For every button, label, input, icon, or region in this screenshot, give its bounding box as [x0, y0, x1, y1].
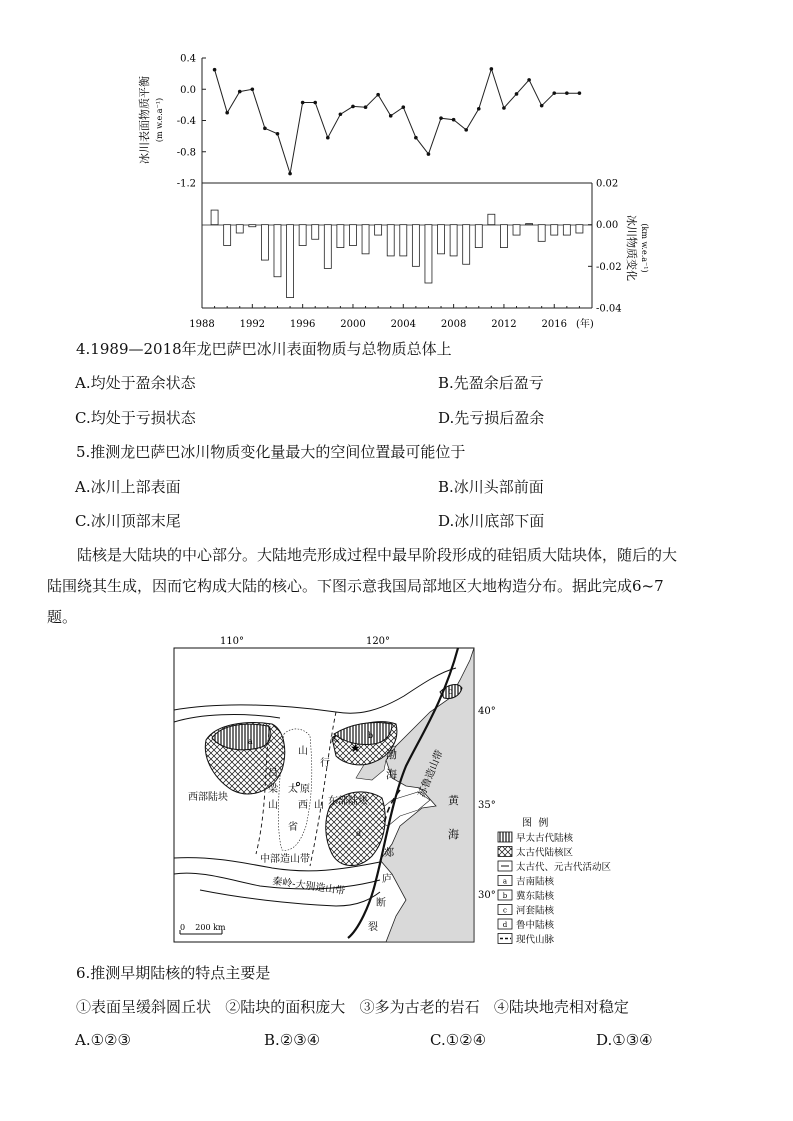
x-tick-label: 2016	[541, 319, 567, 330]
core-letter-c: c	[448, 687, 453, 696]
top-ytick-label: 0.4	[180, 53, 196, 65]
mass-balance-point	[339, 112, 343, 116]
mass-change-bar	[438, 225, 445, 254]
glacier-mass-chart	[0, 0, 793, 340]
lat-35: 35°	[478, 800, 496, 811]
bottom-ytick-label: -0.04	[596, 303, 622, 315]
mass-balance-point	[464, 128, 468, 132]
lat-40: 40°	[478, 706, 496, 717]
q6-option-a: A.①②③	[75, 1031, 131, 1049]
mass-change-bar	[324, 225, 331, 269]
x-tick-label: 1992	[239, 319, 266, 330]
q6-option-d: D.①③④	[596, 1031, 653, 1049]
mass-change-bar	[412, 225, 419, 267]
mass-change-bar	[312, 225, 319, 240]
mass-change-bar	[337, 225, 344, 248]
x-tick-label: 1996	[289, 319, 316, 330]
mass-balance-line	[215, 69, 580, 174]
mass-change-bar	[576, 225, 583, 233]
mass-change-bar	[236, 225, 243, 233]
mass-change-bar	[261, 225, 268, 260]
mass-balance-point	[515, 92, 519, 96]
label-yellow-sea: 海	[448, 828, 459, 841]
label-shanxi2: 西	[298, 800, 308, 811]
mass-change-bar	[349, 225, 356, 246]
intro-line-1: 陆核是大陆块的中心部分。大陆地壳形成过程中最早阶段形成的硅铝质大陆块体，随后的大	[77, 546, 678, 564]
q4-stem: 4.1989—2018年龙巴萨巴冰川表面物质与总物质总体上	[76, 340, 452, 358]
label-taiyuan2: 原	[300, 784, 310, 795]
mass-change-bar	[400, 225, 407, 256]
label-taihang1: 太	[330, 734, 340, 745]
q6-option-c: C.①②④	[430, 1031, 487, 1049]
q5-option-d: D.冰川底部下面	[438, 512, 545, 530]
legend-label: 早太古代陆核	[516, 833, 574, 844]
top-yunit: (m w.e.a⁻¹)	[155, 97, 164, 143]
mass-balance-point	[552, 91, 556, 95]
legend-label: 河套陆核	[516, 905, 555, 917]
top-ytick-label: 0.0	[180, 84, 196, 96]
legend-swatch-letter: d	[502, 921, 508, 929]
tectonic-map	[160, 630, 640, 950]
legend-label: 吉南陆核	[516, 876, 555, 888]
label-lu1: 吕	[268, 768, 278, 779]
mass-change-bar	[551, 225, 558, 235]
legend-swatch-letter: a	[502, 877, 508, 886]
q4-option-d: D.先亏损后盈余	[438, 409, 545, 427]
q5-option-c: C.冰川顶部末尾	[75, 512, 181, 530]
bottom-y-ticks	[588, 179, 622, 315]
x-tick-label: 1988	[189, 319, 215, 330]
core-letter-a: a	[248, 737, 253, 746]
mass-balance-point	[389, 114, 393, 118]
scale-label: 0 200 km	[180, 923, 226, 932]
legend-title: 图 例	[522, 818, 549, 829]
map-legend	[498, 832, 612, 946]
lon-110: 110°	[219, 636, 245, 647]
mass-balance-point	[301, 101, 305, 105]
top-ytick-label: -0.8	[176, 147, 196, 159]
legend-label: 鲁中陆核	[516, 920, 555, 931]
label-bohai-sea: 海	[386, 768, 397, 781]
mass-balance-point	[251, 87, 255, 91]
mass-change-bar	[387, 225, 394, 256]
top-ylabel: 冰川表面物质平衡	[138, 76, 151, 164]
x-tick-label: 2004	[390, 319, 417, 330]
q4-option-c: C.均处于亏损状态	[75, 409, 196, 427]
bottom-yunit: (km w.e.a⁻¹)	[640, 223, 649, 273]
mass-change-bar	[375, 225, 382, 235]
q6-statements: ①表面呈缓斜圆丘状 ②陆块的面积庞大 ③多为古老的岩石 ④陆块地壳相对稳定	[76, 998, 629, 1016]
label-tanlu1: 郯	[384, 848, 394, 859]
mass-balance-point	[238, 90, 242, 94]
label-west-block: 西部陆块	[188, 792, 228, 803]
mass-change-bar	[299, 225, 306, 246]
mass-balance-point	[288, 172, 292, 176]
q5-stem: 5.推测龙巴萨巴冰川物质变化量最大的空间位置最可能位于	[76, 443, 466, 461]
label-bo: 渤	[386, 748, 397, 761]
mass-change-bar	[563, 225, 570, 235]
label-tanlu3: 断	[376, 898, 386, 909]
x-unit: (年)	[576, 319, 594, 330]
mass-balance-point	[565, 91, 569, 95]
q5-option-a: A.冰川上部表面	[75, 478, 181, 496]
mass-change-bar	[526, 224, 533, 225]
legend-label: 冀东陆核	[516, 891, 555, 902]
mass-balance-point	[326, 136, 330, 140]
label-shanxi1: 山	[298, 746, 308, 757]
label-lu3: 山	[268, 800, 278, 811]
bottom-ytick-label: 0.02	[596, 178, 619, 190]
legend-swatch-letter: c	[503, 906, 507, 915]
legend-swatch	[498, 832, 512, 842]
mass-change-bar	[224, 225, 231, 246]
bottom-ytick-label: -0.02	[596, 261, 622, 273]
mass-change-bar	[538, 225, 545, 242]
mass-change-bar	[500, 225, 507, 248]
mass-balance-point	[213, 68, 217, 72]
label-taihang3: 山	[314, 800, 324, 811]
x-tick-label: 2000	[340, 319, 366, 330]
mass-balance-point	[578, 91, 582, 95]
q5-option-b: B.冰川头部前面	[438, 478, 544, 496]
mass-balance-point	[263, 127, 267, 131]
mass-change-bar	[450, 225, 457, 256]
mass-change-bar	[211, 210, 218, 225]
mass-balance-point	[527, 78, 531, 82]
label-taiyuan1: 太	[288, 784, 298, 795]
label-east-block: 东部陆块	[328, 796, 368, 807]
mass-balance-point	[351, 105, 355, 109]
mass-change-bar	[287, 225, 294, 298]
mass-balance-point	[376, 93, 380, 97]
mass-balance-point	[477, 107, 481, 111]
label-lu2: 梁	[268, 784, 278, 795]
mass-balance-point	[540, 104, 544, 108]
label-tanlu4: 裂	[368, 922, 378, 933]
q4-option-a: A.均处于盈余状态	[75, 374, 196, 392]
label-qinling: 秦岭-大别造山带	[271, 876, 346, 898]
mass-change-bar	[249, 225, 256, 227]
legend-swatch	[498, 847, 512, 857]
mass-change-bar	[274, 225, 281, 277]
x-tick-label: 2008	[440, 319, 467, 330]
legend-swatch-letter: b	[502, 892, 508, 900]
label-taihang2: 行	[320, 758, 330, 769]
mass-balance-point	[502, 106, 506, 110]
mass-balance-point	[439, 116, 443, 120]
mass-change-bar	[488, 214, 495, 224]
lon-120: 120°	[365, 636, 391, 647]
mass-change-bar	[513, 225, 520, 235]
core-letter-d: d	[356, 829, 362, 838]
lat-30: 30°	[478, 890, 496, 901]
mass-balance-point	[313, 101, 317, 105]
label-huang: 黄	[448, 794, 459, 807]
intro-line-3: 题。	[47, 608, 78, 626]
mass-change-bar	[425, 225, 432, 283]
intro-line-2: 陆围绕其生成，因而它构成大陆的核心。下图示意我国局部地区大地构造分布。据此完成6~7	[47, 577, 664, 595]
legend-label: 现代山脉	[516, 934, 555, 946]
q6-option-b: B.②③④	[264, 1031, 321, 1049]
x-tick-label: 2012	[491, 319, 517, 330]
mass-balance-point	[401, 105, 405, 109]
capital-star-icon: ★	[350, 741, 361, 755]
mass-change-bar	[463, 225, 470, 265]
intro-paragraph	[47, 540, 757, 633]
bottom-ytick-label: 0.00	[596, 220, 619, 232]
q6-stem: 6.推测早期陆核的特点主要是	[76, 964, 271, 982]
mass-change-bars	[211, 210, 583, 298]
label-central-orogen: 中部造山带	[260, 854, 310, 865]
legend-label: 太古代、元古代活动区	[516, 862, 612, 873]
q4-option-b: B.先盈余后盈亏	[438, 374, 544, 392]
label-tanlu2: 庐	[382, 874, 392, 885]
mass-balance-point	[452, 118, 456, 122]
top-ytick-label: -0.4	[176, 116, 196, 127]
bottom-ylabel: 冰川物质变化	[625, 215, 638, 281]
mass-balance-point	[427, 152, 431, 156]
legend-label: 太古代陆核区	[516, 847, 574, 859]
label-shanxi3: 省	[288, 822, 298, 833]
top-ytick-label: -1.2	[176, 178, 196, 190]
mass-balance-point	[364, 105, 368, 109]
mass-change-bar	[362, 225, 369, 254]
mass-balance-point	[276, 132, 280, 136]
mass-balance-point	[490, 67, 494, 71]
mass-change-bar	[475, 225, 482, 248]
mass-balance-point	[225, 111, 229, 115]
core-letter-b: b	[368, 731, 374, 740]
label-sulu: 苏鲁造山带	[416, 748, 446, 800]
mass-balance-point	[414, 136, 418, 140]
